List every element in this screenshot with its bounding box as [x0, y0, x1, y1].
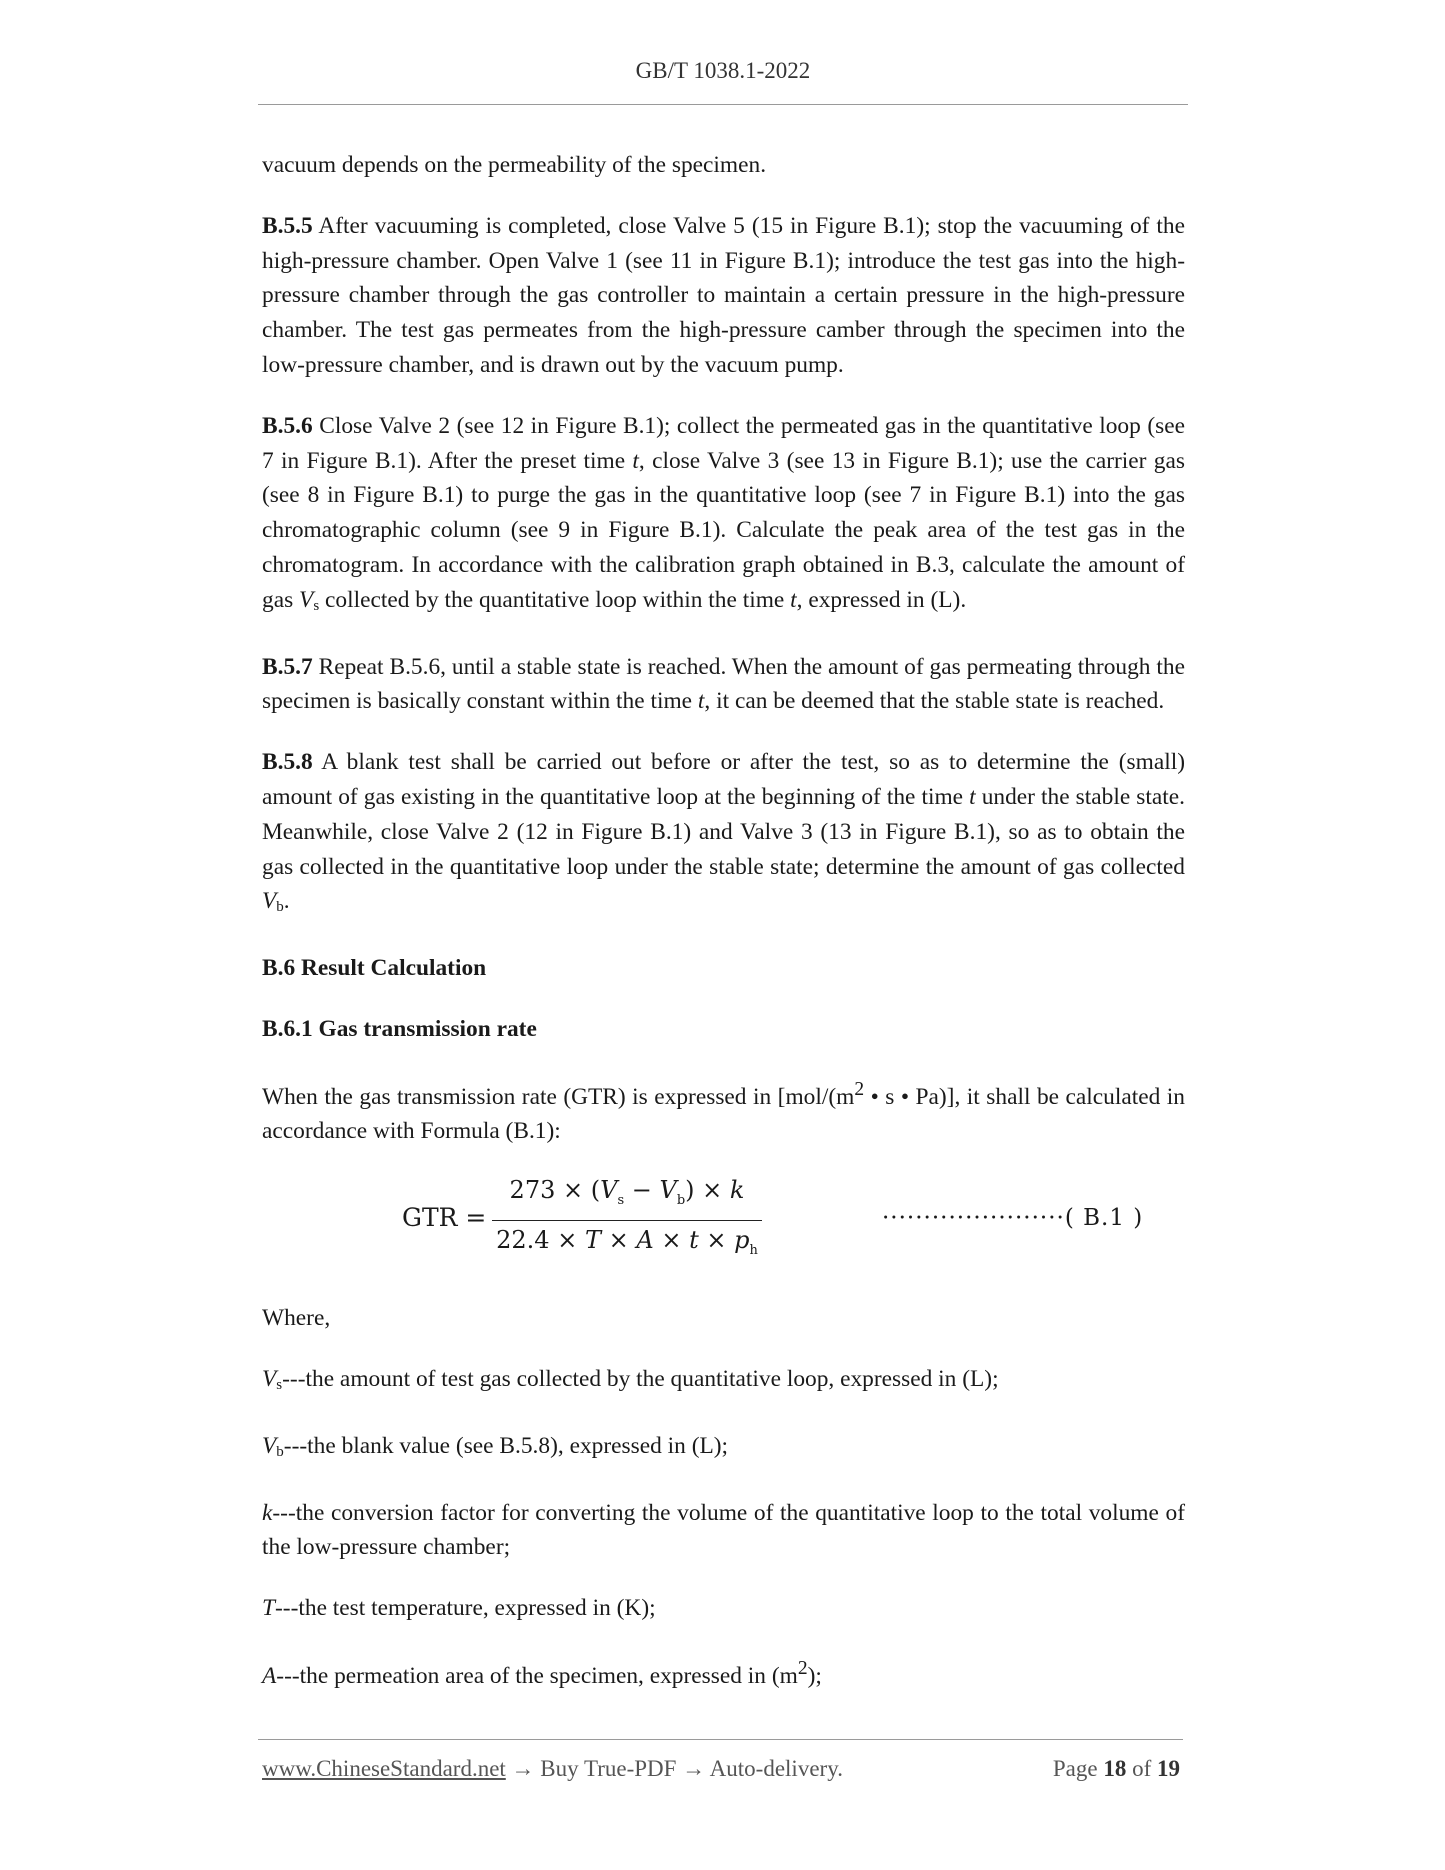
clause-text: , close Valve 3 (see 13 in Figure B.1); use the carrier gas (see 8 in Figure B.1) to purge the gas in the quantitative loop (see 7 in Figure B.1) into the gas chromatographic column (see 9 in Figure B.1). Calculate the peak area of the test gas in the chromatogram. In accordance with the calibration graph obtained in B.3, calculate the amount of gas — [262, 447, 1185, 613]
clause-number: B.5.8 — [262, 749, 313, 776]
definition-a — [262, 1652, 1185, 1694]
definition-text: ---the permeation area of the specimen, expressed in (m — [276, 1662, 798, 1689]
buy-pdf-text: Buy True-PDF — [540, 1756, 677, 1781]
footer-links — [262, 1756, 843, 1782]
definition-symbol: V — [262, 1432, 277, 1459]
clause-text: , it can be deemed that the stable state is reached. — [704, 688, 1165, 715]
definition-vs — [262, 1362, 1185, 1403]
formula-term: b — [676, 1192, 686, 1208]
formula-term: × — [698, 1225, 735, 1254]
formula-term: 273 × ( — [509, 1176, 601, 1205]
page-indicator — [1053, 1756, 1180, 1782]
formula-term: t — [689, 1225, 699, 1254]
clause-text: After vacuuming is completed, close Valve 5 (15 in Figure B.1); stop the vacuuming of the high-pressure chamber. Open Valve 1 (see 11 in Figure B.1); introduce the test gas into the high-pressure chamber through the gas controller to maintain a certain pressure in the high-pressure chamber. The test gas permeates from the high-pressure camber through the specimen into the low-pressure chamber, and is drawn out by the vacuum pump. — [262, 212, 1185, 378]
formula-denominator — [492, 1221, 762, 1266]
clause-number: B.5.7 — [262, 653, 313, 680]
clause-b-5-8 — [262, 745, 1185, 925]
paragraph-continuation: vacuum depends on the permeability of the specimen. — [262, 152, 767, 178]
clause-text: When the gas transmission rate (GTR) is expressed in [mol/(m — [262, 1083, 855, 1110]
formula-numerator — [492, 1175, 762, 1221]
footer-divider — [258, 1739, 1183, 1740]
subscript: b — [276, 899, 284, 916]
clause-text: Repeat B.5.6, until a stable state is reached. When the amount of gas permeating through the specimen is basically constant within the time — [262, 653, 1185, 715]
formula-b-1 — [262, 1175, 1185, 1265]
clause-text: collected by the quantitative loop within the time — [325, 586, 785, 613]
definition-symbol: V — [262, 1365, 277, 1392]
formula-term: × — [653, 1225, 690, 1254]
clause-text: Close Valve 2 (see 12 in Figure B.1); collect the permeated gas in the quantitative loop (see 7 in Figure B.1). After the preset time — [262, 412, 1185, 474]
definition-vb — [262, 1429, 1185, 1470]
definition-text: ---the test temperature, expressed in (K); — [275, 1595, 656, 1622]
clause-b-5-5 — [262, 209, 1185, 383]
arrow-icon: → — [676, 1756, 710, 1781]
formula-term: − — [624, 1176, 660, 1205]
clause-text: • s • Pa)], it shall be calculated in accordance with Formula (B.1): — [262, 1083, 1185, 1145]
formula-number: ······················( B.1 ) — [882, 1205, 1144, 1232]
arrow-icon: → — [505, 1756, 541, 1781]
auto-delivery-text: Auto-delivery. — [709, 1756, 843, 1781]
definition-text: ---the conversion factor for converting the volume of the quantitative loop to the total volume of the low-pressure chamber; — [262, 1499, 1185, 1561]
definition-text: ---the amount of test gas collected by the quantitative loop, expressed in (L); — [282, 1365, 999, 1392]
clause-text: , expressed in (L). — [796, 586, 967, 613]
symbol-t: t — [632, 447, 639, 474]
formula-term: k — [729, 1176, 745, 1205]
clause-text: under the stable state. Meanwhile, close Valve 2 (12 in Figure B.1) and Valve 3 (13 in Figure B.1), so as to obtain the gas collected in the quantitative loop under the stable state; determine the amount of gas collected — [262, 783, 1185, 880]
formula-term: × — [600, 1225, 637, 1254]
subscript: s — [276, 1376, 283, 1393]
definitions-list — [262, 1362, 1185, 1694]
document-id: GB/T 1038.1-2022 — [635, 58, 811, 83]
page-total: 19 — [1157, 1756, 1180, 1781]
formula-fraction — [492, 1175, 762, 1266]
formula-term: V — [659, 1176, 677, 1205]
clause-number: B.5.5 — [262, 212, 313, 239]
formula-term: T — [584, 1225, 601, 1254]
page-number: 18 — [1103, 1756, 1127, 1781]
formula-term: ) × — [685, 1176, 730, 1205]
definition-k — [262, 1496, 1185, 1566]
section-heading-b-6-1: B.6.1 Gas transmission rate — [262, 1015, 537, 1042]
superscript: 2 — [797, 1657, 808, 1679]
definition-symbol: A — [262, 1662, 277, 1689]
page-body — [262, 148, 1185, 1720]
definition-symbol: T — [262, 1595, 276, 1622]
clause-b-5-6 — [262, 409, 1185, 624]
gtr-intro — [262, 1073, 1185, 1149]
header-divider — [258, 104, 1188, 105]
clause-b-5-7 — [262, 650, 1185, 720]
symbol-v: V — [262, 888, 277, 915]
clause-number: B.5.6 — [262, 412, 313, 439]
formula-term: V — [600, 1176, 618, 1205]
page-label: Page — [1052, 1756, 1098, 1781]
formula-lhs: GTR = — [402, 1203, 487, 1233]
symbol-v: V — [299, 586, 314, 613]
definition-text: ); — [807, 1662, 822, 1689]
subscript: b — [276, 1443, 284, 1460]
superscript: 2 — [854, 1078, 865, 1100]
subscript: s — [313, 597, 320, 614]
definition-text: ---the blank value (see B.5.8), expressed in (L); — [283, 1432, 729, 1459]
definition-symbol: k — [262, 1499, 273, 1526]
document-header — [258, 58, 1188, 84]
section-heading-b-6: B.6 Result Calculation — [262, 955, 487, 982]
formula-term: h — [749, 1242, 758, 1258]
clause-text: . — [283, 888, 290, 915]
symbol-t: t — [969, 783, 976, 810]
chinesestandard-link[interactable]: www.ChineseStandard.net — [262, 1756, 506, 1781]
definition-t — [262, 1591, 1185, 1626]
of-label: of — [1132, 1756, 1152, 1781]
symbol-t: t — [697, 688, 705, 715]
formula-term: A — [636, 1225, 654, 1254]
where-label: Where, — [262, 1305, 331, 1332]
formula-term: s — [617, 1192, 625, 1208]
formula-term: p — [734, 1225, 750, 1254]
clause-text: A blank test shall be carried out before or after the test, so as to determine the (small) amount of gas existing in the quantitative loop at the beginning of the time — [262, 749, 1185, 810]
symbol-t: t — [790, 586, 797, 613]
formula-term: 22.4 × — [496, 1225, 585, 1254]
